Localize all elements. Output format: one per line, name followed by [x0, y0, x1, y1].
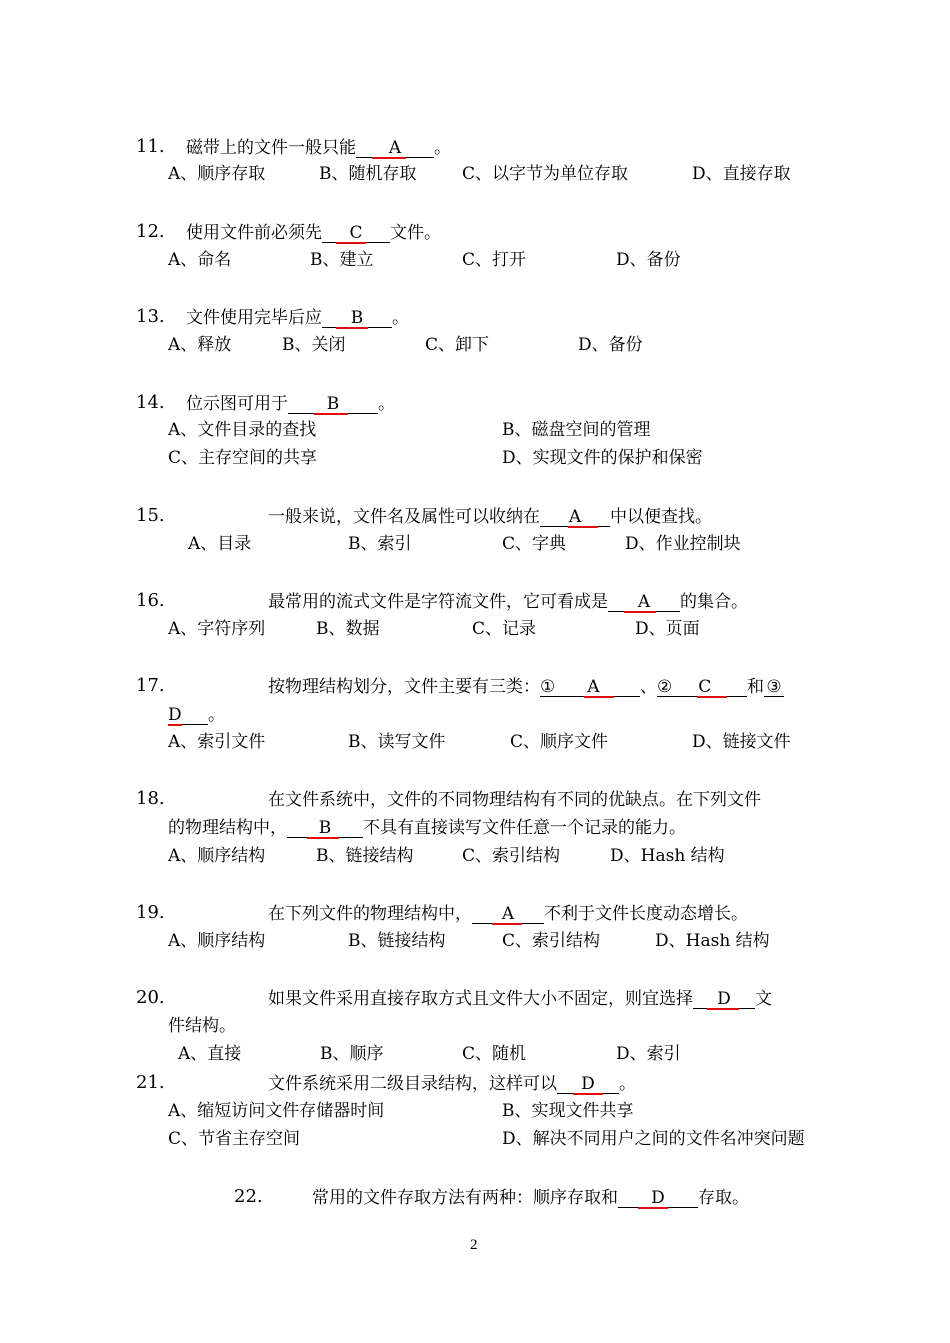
option: A、索引文件	[168, 732, 266, 752]
stem-text: 文件使用完毕后应	[186, 308, 322, 328]
option: A、字符序列	[168, 619, 266, 639]
option: B、建立	[310, 250, 374, 270]
stem-text: 最常用的流式文件是字符流文件，它可看成是	[268, 592, 608, 612]
option: D、实现文件的保护和保密	[502, 448, 703, 468]
option: B、随机存取	[319, 164, 417, 184]
question-stem-continuation	[168, 707, 225, 725]
option: B、索引	[348, 534, 412, 554]
stem-text: 不具有直接读写文件任意一个记录的能力。	[363, 818, 686, 838]
answer-blank	[322, 310, 392, 328]
option: C、记录	[472, 619, 537, 639]
question-stem-continuation	[168, 820, 686, 838]
stem-text: 。	[434, 138, 451, 158]
answer-text: A	[568, 507, 582, 527]
question-number: 21.	[136, 1072, 165, 1093]
stem-text: 、	[640, 677, 657, 697]
question-stem	[268, 991, 772, 1009]
option: C、随机	[462, 1044, 527, 1064]
option: D、Hash 结构	[655, 931, 770, 951]
answer-blank-1	[540, 679, 640, 697]
option: B、磁盘空间的管理	[502, 420, 651, 440]
stem-text: 。	[208, 705, 225, 725]
answer-blank	[608, 594, 680, 612]
stem-text: 按物理结构划分，文件主要有三类：	[268, 677, 540, 697]
answer-blank	[540, 509, 610, 527]
answer-blank	[287, 820, 363, 838]
option: A、直接	[178, 1044, 242, 1064]
answer-blank-2	[657, 679, 747, 697]
option: D、直接存取	[692, 164, 791, 184]
stem-text: 位示图可用于	[186, 394, 288, 414]
stem-text: 文件。	[390, 223, 441, 243]
option: C、顺序文件	[510, 732, 609, 752]
answer-blank	[472, 906, 544, 924]
question-stem	[312, 1190, 749, 1208]
option: A、顺序结构	[168, 846, 266, 866]
option: D、备份	[616, 250, 681, 270]
option: C、卸下	[425, 335, 490, 355]
option: A、顺序结构	[168, 931, 266, 951]
answer-text: D	[168, 705, 182, 725]
stem-text: 文件系统采用二级目录结构，这样可以	[268, 1074, 557, 1094]
answer-text: A	[388, 138, 402, 158]
option: D、作业控制块	[625, 534, 741, 554]
question-number: 17.	[136, 675, 165, 696]
stem-text: 的集合。	[680, 592, 748, 612]
answer-blank	[557, 1076, 619, 1094]
option: D、解决不同用户之间的文件名冲突问题	[502, 1129, 805, 1149]
answer-blank	[322, 225, 390, 243]
question-stem-continuation: 件结构。	[168, 1016, 236, 1036]
option: B、读写文件	[348, 732, 446, 752]
circled-number: ③	[766, 677, 782, 697]
answer-blank	[288, 396, 378, 414]
option: C、主存空间的共享	[168, 448, 318, 468]
stem-text: 的物理结构中，	[168, 818, 287, 838]
option: A、缩短访问文件存储器时间	[168, 1101, 385, 1121]
question-stem	[186, 310, 409, 328]
option: D、索引	[616, 1044, 681, 1064]
question-stem	[186, 140, 451, 158]
question-number: 16.	[136, 590, 165, 611]
answer-text: B	[326, 394, 340, 414]
question-number: 11.	[136, 136, 165, 157]
option: B、数据	[316, 619, 380, 639]
option: A、顺序存取	[168, 164, 266, 184]
stem-text: 磁带上的文件一般只能	[186, 138, 356, 158]
question-stem	[268, 906, 748, 924]
stem-text: 一般来说，文件名及属性可以收纳在	[268, 507, 540, 527]
question-stem	[268, 1076, 636, 1094]
option: A、目录	[188, 534, 252, 554]
answer-blank-3-start	[764, 679, 784, 697]
answer-blank	[618, 1190, 698, 1208]
question-stem	[268, 679, 784, 697]
answer-blank-3	[168, 707, 208, 725]
option: C、索引结构	[462, 846, 561, 866]
stem-text: 和	[747, 677, 764, 697]
option: A、文件目录的查找	[168, 420, 317, 440]
answer-text: B	[350, 308, 364, 328]
question-number: 18.	[136, 788, 165, 809]
stem-text: 。	[392, 308, 409, 328]
answer-text: C	[349, 223, 363, 243]
answer-text: D	[651, 1188, 665, 1208]
answer-text: D	[717, 989, 731, 1009]
question-number: 20.	[136, 987, 165, 1008]
option: D、链接文件	[692, 732, 791, 752]
stem-text: 不利于文件长度动态增长。	[544, 904, 748, 924]
option: B、关闭	[282, 335, 346, 355]
option: B、顺序	[320, 1044, 384, 1064]
stem-text: 存取。	[698, 1188, 749, 1208]
option: A、命名	[168, 250, 232, 270]
answer-text: D	[581, 1074, 595, 1094]
answer-text: A	[587, 677, 600, 697]
answer-text: A	[501, 904, 515, 924]
option: C、以字节为单位存取	[462, 164, 629, 184]
option: C、节省主存空间	[168, 1129, 301, 1149]
answer-blank	[356, 140, 434, 158]
question-number: 15.	[136, 505, 165, 526]
option: B、实现文件共享	[502, 1101, 634, 1121]
stem-text: 中以便查找。	[610, 507, 712, 527]
answer-text: B	[318, 818, 332, 838]
option: B、链接结构	[348, 931, 446, 951]
answer-text: C	[698, 677, 712, 697]
stem-text: 常用的文件存取方法有两种：顺序存取和	[312, 1188, 618, 1208]
answer-blank	[693, 991, 755, 1009]
question-stem	[186, 396, 395, 414]
question-number: 12.	[136, 221, 165, 242]
question-number: 13.	[136, 306, 165, 327]
stem-text: 使用文件前必须先	[186, 223, 322, 243]
question-number: 14.	[136, 392, 165, 413]
page-number: 2	[470, 1237, 478, 1253]
circled-number: ①	[540, 677, 556, 697]
stem-text: 。	[378, 394, 395, 414]
option: C、索引结构	[502, 931, 601, 951]
question-stem	[268, 594, 748, 612]
answer-text: A	[637, 592, 651, 612]
option: B、链接结构	[316, 846, 414, 866]
option: D、页面	[635, 619, 700, 639]
question-stem	[268, 509, 712, 527]
option: D、备份	[578, 335, 643, 355]
option: C、字典	[502, 534, 567, 554]
stem-text: 如果文件采用直接存取方式且文件大小不固定，则宜选择	[268, 989, 693, 1009]
question-stem	[186, 225, 441, 243]
question-number: 22.	[234, 1186, 263, 1207]
circled-number: ②	[657, 677, 673, 697]
question-number: 19.	[136, 902, 165, 923]
question-stem: 在文件系统中，文件的不同物理结构有不同的优缺点。在下列文件	[268, 790, 761, 810]
stem-text: 文	[755, 989, 772, 1009]
stem-text: 。	[619, 1074, 636, 1094]
option: D、Hash 结构	[610, 846, 725, 866]
option: A、释放	[168, 335, 232, 355]
option: C、打开	[462, 250, 527, 270]
stem-text: 在下列文件的物理结构中，	[268, 904, 472, 924]
